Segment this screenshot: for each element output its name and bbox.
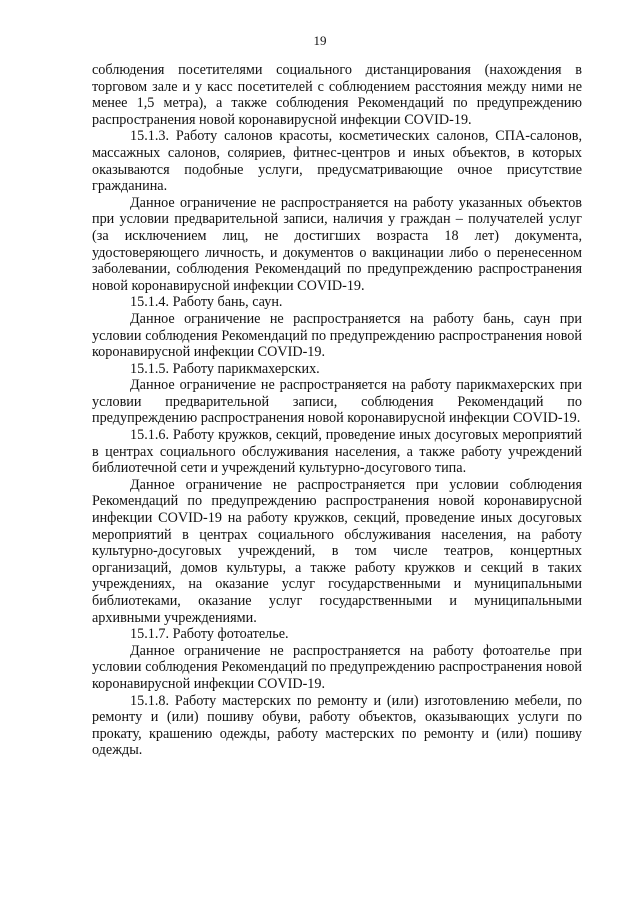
paragraph-15-1-5-exception: Данное ограничение не распространяется на работу парикмахерских при условии предварительной записи, соблюдения Рекомендаций по предупреждению распространения новой коронавирусной инфекции COVID-19. — [92, 377, 582, 427]
paragraph-15-1-7: 15.1.7. Работу фотоателье. — [130, 626, 289, 643]
paragraph-15-1-3: 15.1.3. Работу салонов красоты, косметических салонов, СПА-салонов, массажных салонов, соляриев, фитнес-центров и иных объектов, в которых оказываются подобные услуги, предусматривающие очное присутствие гражданина. — [92, 128, 582, 195]
paragraph-15-1-8: 15.1.8. Работу мастерских по ремонту и (или) изготовлению мебели, по ремонту и (или) пошиву обуви, работу объектов, оказывающих услуги по прокату, крашению одежды, работу мастерских по ремонту и (или) пошиву одежды. — [92, 692, 582, 759]
paragraph-15-1-7-exception: Данное ограничение не распространяется на работу фотоателье при условии соблюдения Рекомендаций по предупреждению распространения новой коронавирусной инфекции COVID-19. — [92, 642, 582, 692]
paragraph-15-1-6: 15.1.6. Работу кружков, секций, проведение иных досуговых мероприятий в центрах социального обслуживания населения, а также работу учреждений библиотечной сети и учреждений культурно-досугового типа. — [92, 427, 582, 477]
paragraph-15-1-4-exception: Данное ограничение не распространяется на работу бань, саун при условии соблюдения Рекомендаций по предупреждению распространения новой коронавирусной инфекции COVID-19. — [92, 310, 582, 361]
paragraph-15-1-3-exception: Данное ограничение не распространяется на работу указанных объектов при условии предварительной записи, наличия у граждан – получателей услуг (за исключением лиц, не достигших возраста 18 лет) документа, удостоверяющего личность, и документов о вакцинации либо о перенесенном заболевании, соблюдения Рекомендаций по предупреждению распространения новой коронавирусной инфекции COVID-19. — [92, 194, 582, 294]
paragraph-15-1-5: 15.1.5. Работу парикмахерских. — [130, 360, 320, 377]
paragraph-continuation: соблюдения посетителями социального дистанцирования (нахождения в торговом зале и у касс посетителей с соблюдением расстояния между ними не менее 1,5 метра), а также соблюдения Рекомендаций по предупреждению распространения новой коронавирусной инфекции COVID-19. — [92, 62, 582, 128]
page-number: 19 — [313, 33, 327, 48]
paragraph-15-1-4: 15.1.4. Работу бань, саун. — [130, 294, 283, 311]
paragraph-15-1-6-exception: Данное ограничение не распространяется при условии соблюдения Рекомендаций по предупреждению распространения новой коронавирусной инфекции COVID-19 на работу кружков, секций, проведение иных досуговых мероприятий в центрах социального обслуживания населения, на работу культурно-досуговых учреждений, в том числе театров, концертных организаций, домов культуры, а также работу кружков и секций в таких учреждениях, на оказание услуг государственными и муниципальными библиотеками, оказание услуг государственными и муниципальными архивными учреждениями. — [92, 476, 582, 626]
document-body — [92, 62, 582, 759]
